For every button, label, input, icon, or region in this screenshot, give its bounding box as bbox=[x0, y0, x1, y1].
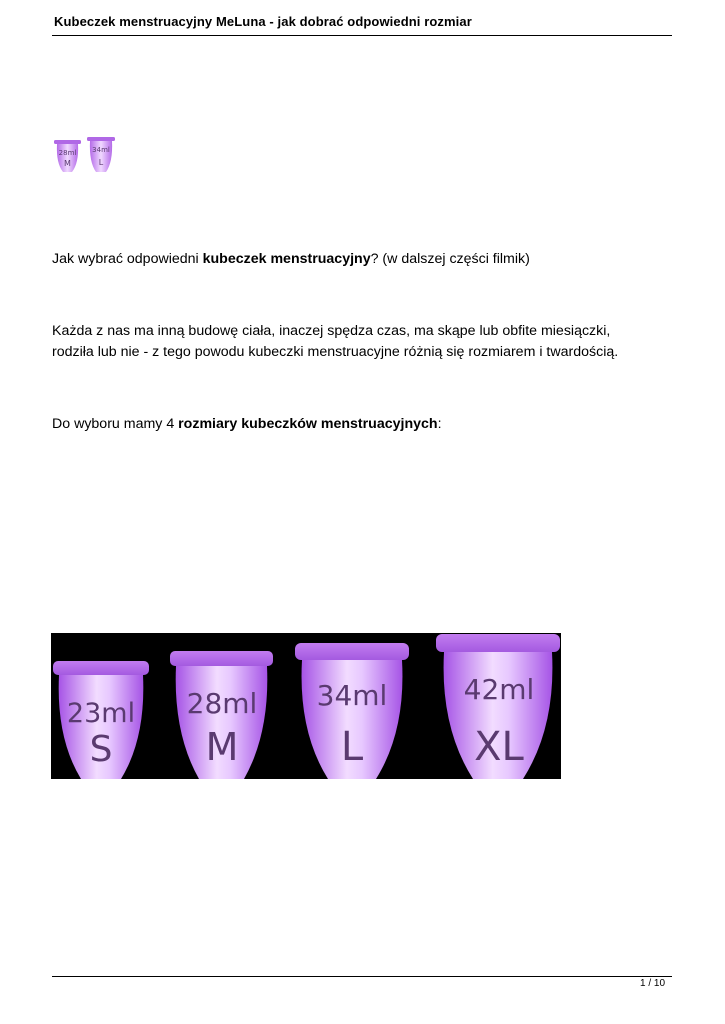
page-header-title: Kubeczek menstruacyjny MeLuna - jak dobrać odpowiedni rozmiar bbox=[54, 14, 472, 29]
cup-s-volume: 23ml bbox=[66, 698, 136, 729]
paragraph-intro bbox=[52, 249, 530, 270]
cup-l-volume: 34ml bbox=[316, 679, 388, 712]
p1-after: ? (w dalszej części filmik) bbox=[370, 251, 530, 267]
paragraph-body bbox=[52, 321, 618, 363]
p3-after: : bbox=[437, 416, 442, 432]
paragraph-sizes-intro bbox=[52, 414, 442, 435]
p1-bold: kubeczek menstruacyjny bbox=[202, 251, 371, 267]
cup-m-volume: 28ml bbox=[186, 687, 258, 720]
p1-before: Jak wybrać odpowiedni bbox=[52, 251, 203, 267]
p2-line2: rodziła lub nie - z tego powodu kubeczki menstruacyjne różnią się rozmiarem i twardością. bbox=[52, 344, 619, 360]
small-cup-m bbox=[54, 140, 81, 172]
small-cup-l-volume: 34ml bbox=[92, 146, 110, 154]
cup-s-size: S bbox=[89, 729, 113, 770]
small-cup-l-size: L bbox=[98, 158, 104, 167]
cup-l-size: L bbox=[340, 724, 364, 770]
p3-bold: rozmiary kubeczków menstruacyjnych bbox=[178, 416, 438, 432]
cup-xl-size: XL bbox=[474, 724, 524, 770]
p2-line1: Każda z nas ma inną budowę ciała, inaczej spędza czas, ma skąpe lub obfite miesiączki, bbox=[52, 323, 611, 339]
p3-before: Do wyboru mamy 4 bbox=[52, 416, 179, 432]
small-cup-l bbox=[87, 137, 115, 172]
footer-divider bbox=[52, 976, 672, 977]
cup-xl-volume: 42ml bbox=[463, 673, 535, 706]
page-number: 1 / 10 bbox=[640, 978, 666, 989]
small-cup-m-volume: 28ml bbox=[58, 149, 77, 157]
header-divider bbox=[52, 35, 672, 36]
small-cup-m-size: M bbox=[64, 159, 71, 168]
cup-sizes-image bbox=[51, 633, 561, 779]
small-cups-image bbox=[52, 135, 118, 175]
cup-m-size: M bbox=[205, 725, 239, 769]
